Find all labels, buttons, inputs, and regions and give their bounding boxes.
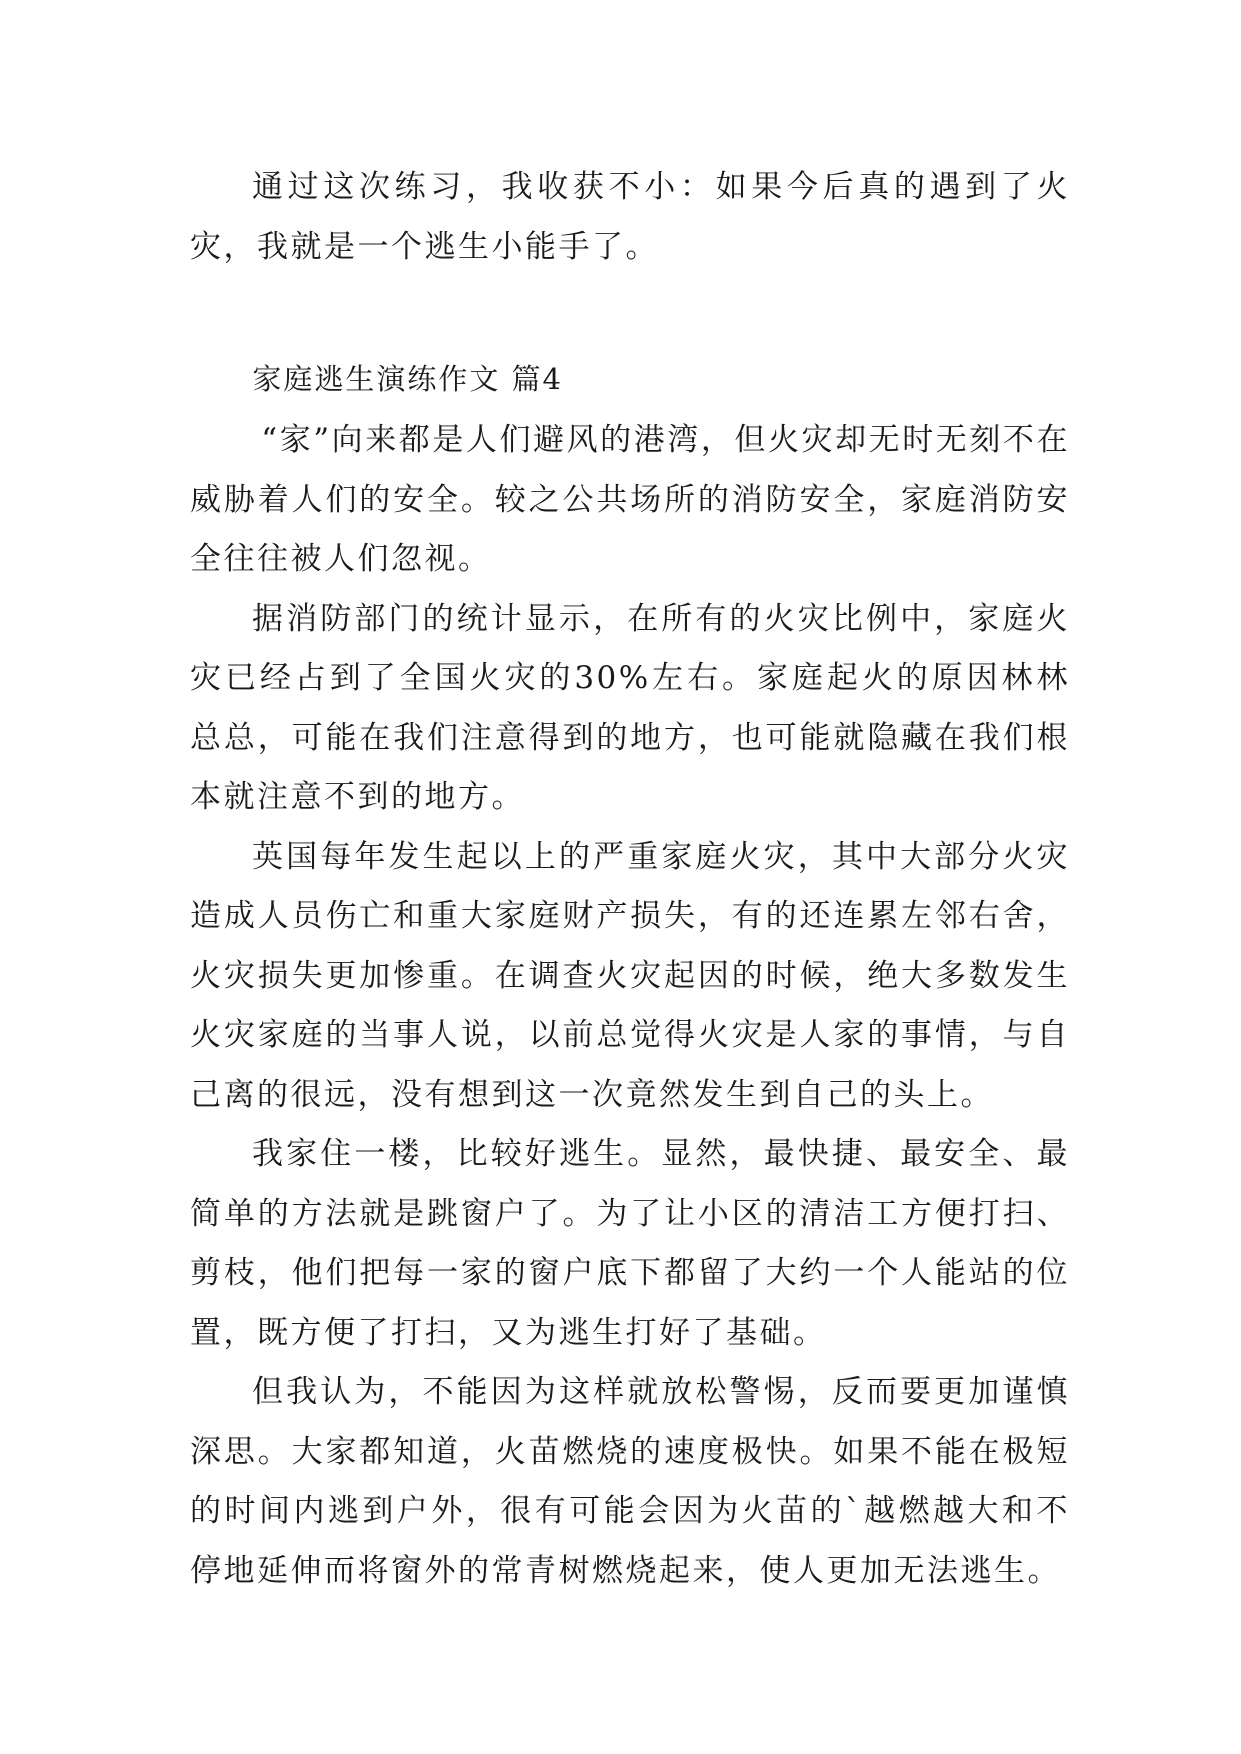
paragraph-uk-fires: 英国每年发生起以上的严重家庭火灾，其中大部分火灾造成人员伤亡和重大家庭财产损失，有的还连累左邻右舍，火灾损失更加惨重。在调查火灾起因的时候，绝大多数发生火灾家庭的当事人说，以前总觉得火灾是人家的事情，与自己离的很远，没有想到这一次竟然发生到自己的头上。	[190, 838, 1070, 1113]
paragraph-caution: 但我认为，不能因为这样就放松警惕，反而要更加谨慎深思。大家都知道，火苗燃烧的速度极快。如果不能在极短的时间内逃到户外，很有可能会因为火苗的`越燃越大和不停地延伸而将窗外的常青树燃烧起来，使人更加无法逃生。	[190, 1374, 1070, 1589]
document-body	[190, 158, 1070, 1601]
paragraph-home-harbor: “家”向来都是人们避风的港湾，但火灾却无时无刻不在威胁着人们的安全。较之公共场所的消防安全，家庭消防安全往往被人们忽视。	[190, 422, 1070, 577]
paragraph-statistics: 据消防部门的统计显示，在所有的火灾比例中，家庭火灾已经占到了全国火灾的30%左右。家庭起火的原因林林总总，可能在我们注意得到的地方，也可能就隐藏在我们根本就注意不到的地方。	[190, 600, 1070, 815]
section-spacer	[190, 277, 1070, 351]
paragraph-conclusion: 通过这次练习，我收获不小：如果今后真的遇到了火灾，我就是一个逃生小能手了。	[190, 169, 1070, 265]
paragraph-first-floor: 我家住一楼，比较好逃生。显然，最快捷、最安全、最简单的方法就是跳窗户了。为了让小区的清洁工方便打扫、剪枝，他们把每一家的窗户底下都留了大约一个人能站的位置，既方便了打扫，又为逃生打好了基础。	[190, 1136, 1070, 1351]
section-heading: 家庭逃生演练作文 篇4	[252, 362, 564, 396]
